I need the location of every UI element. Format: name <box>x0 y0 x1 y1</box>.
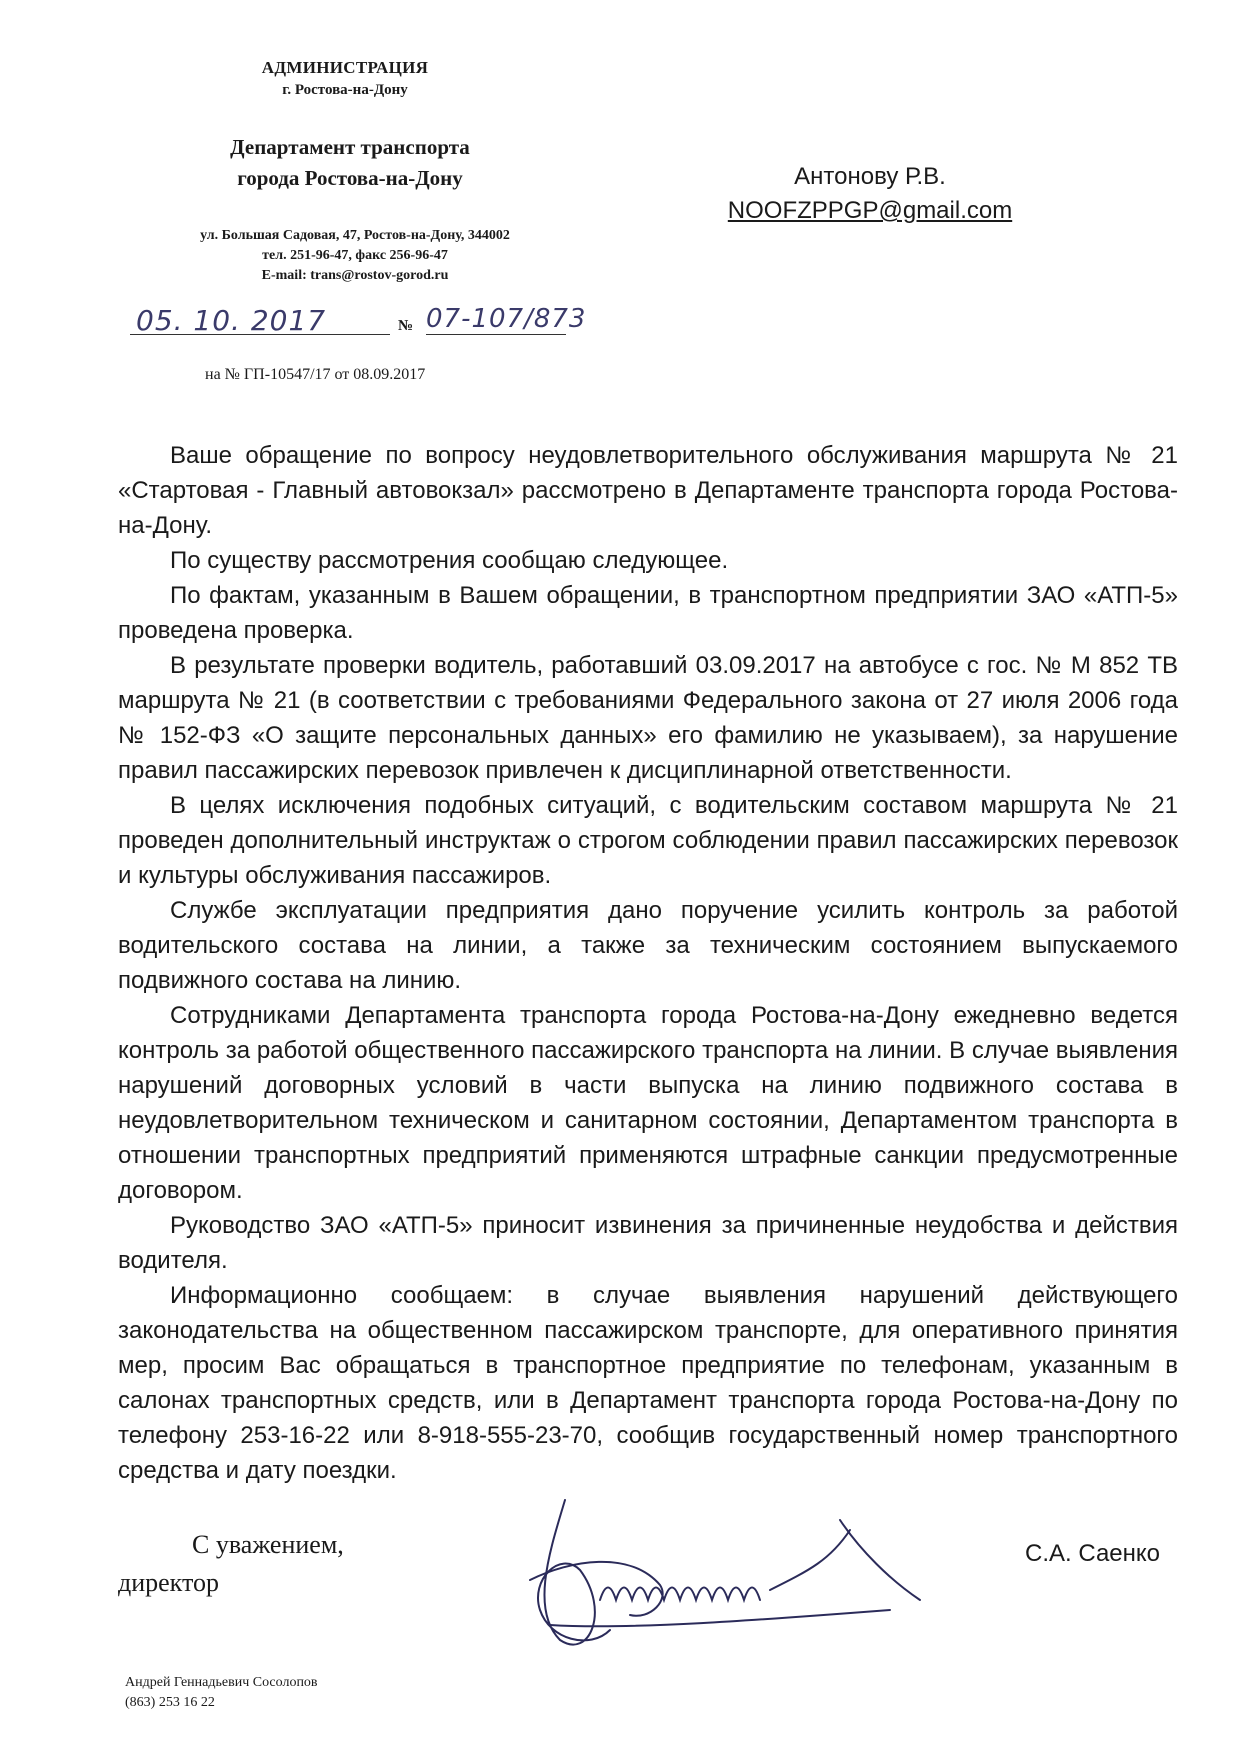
body-paragraph: По существу рассмотрения сообщаю следующее. <box>170 547 729 574</box>
sender-email: E-mail: trans@rostov-gorod.ru <box>261 268 449 283</box>
recipient-email: NOOFZPPGP@gmail.com <box>727 197 1013 224</box>
body-paragraph: Сотрудниками Департамента транспорта города Ростова-на-Дону ежедневно ведется контроль за работой общественного пассажирского транспорта на линии. В случае выявления нарушений договорных условий в части выпуска на линию подвижного состава в неудовлетворительном техническом и санитарном состоянии, Департаментом транспорта в отношении транспортных предприятий применяются штрафные санкции предусмотренные договором. <box>118 1002 1178 1204</box>
signer-position: директор <box>118 1568 219 1597</box>
org-admin-title: АДМИНИСТРАЦИЯ <box>261 58 429 77</box>
executor-phone: (863) 253 16 22 <box>125 1695 215 1710</box>
date-underline <box>130 334 390 335</box>
number-underline <box>426 334 566 335</box>
registration-date: 05. 10. 2017 <box>136 304 327 337</box>
executor-name: Андрей Геннадьевич Сосолопов <box>125 1675 318 1690</box>
department-name-line1: Департамент транспорта <box>230 135 470 159</box>
recipient-block <box>690 160 1050 228</box>
sender-address: ул. Большая Садовая, 47, Ростов-на-Дону, 344002 <box>200 228 510 243</box>
body-paragraph: В результате проверки водитель, работавший 03.09.2017 на автобусе с гос. № М 852 ТВ маршрута № 21 (в соответствии с требованиями Федерального закона от 27 июля 2006 года № 152-ФЗ «О защите персональных данных» его фамилию не указываем), за нарушение правил пассажирских перевозок привлечен к дисциплинарной ответственности. <box>118 652 1178 784</box>
registration-number: 07-107/873 <box>426 304 587 334</box>
body-paragraph: Информационно сообщаем: в случае выявления нарушений действующего законодательства на общественном пассажирском транспорте, для оперативного принятия мер, просим Вас обращаться в транспортное предприятие по телефонам, указанным в салонах транспортных средств, или в Департамент транспорта города Ростова-на-Дону по телефону 253-16-22 или 8-918-555-23-70, сообщив государственный номер транспортного средства и дату поездки. <box>118 1282 1178 1484</box>
body-paragraph: Службе эксплуатации предприятия дано поручение усилить контроль за работой водительского состава на линии, а также за техническим состоянием выпускаемого подвижного состава на линию. <box>118 897 1178 994</box>
signer-name: С.А. Саенко <box>1025 1540 1161 1567</box>
department-name <box>150 132 550 194</box>
body-paragraph: Ваше обращение по вопросу неудовлетворительного обслуживания маршрута № 21 «Стартовая - Главный автовокзал» рассмотрено в Департаменте транспорта города Ростова-на-Дону. <box>118 442 1178 539</box>
body-paragraph: По фактам, указанным в Вашем обращении, в транспортном предприятии ЗАО «АТП-5» проведена проверка. <box>118 582 1178 644</box>
letter-body <box>118 438 1178 1488</box>
closing-regards: С уважением, <box>192 1530 344 1559</box>
handwritten-signature <box>510 1490 930 1660</box>
registration-line <box>130 304 600 344</box>
sender-contacts <box>130 226 580 286</box>
reference-line: на № ГП-10547/17 от 08.09.2017 <box>205 366 426 383</box>
body-paragraph: Руководство ЗАО «АТП-5» приносит извинения за причиненные неудобства и действия водителя. <box>118 1212 1178 1274</box>
department-name-line2: города Ростова-на-Дону <box>237 166 463 190</box>
recipient-name: Антонову Р.В. <box>794 163 946 190</box>
number-sign: № <box>398 318 414 334</box>
body-paragraph: В целях исключения подобных ситуаций, с водительским составом маршрута № 21 проведен дополнительный инструктаж о строгом соблюдении правил пассажирских перевозок и культуры обслуживания пассажиров. <box>118 792 1178 889</box>
org-city: г. Ростова-на-Дону <box>282 82 408 98</box>
sender-phone-fax: тел. 251-96-47, факс 256-96-47 <box>262 248 448 263</box>
